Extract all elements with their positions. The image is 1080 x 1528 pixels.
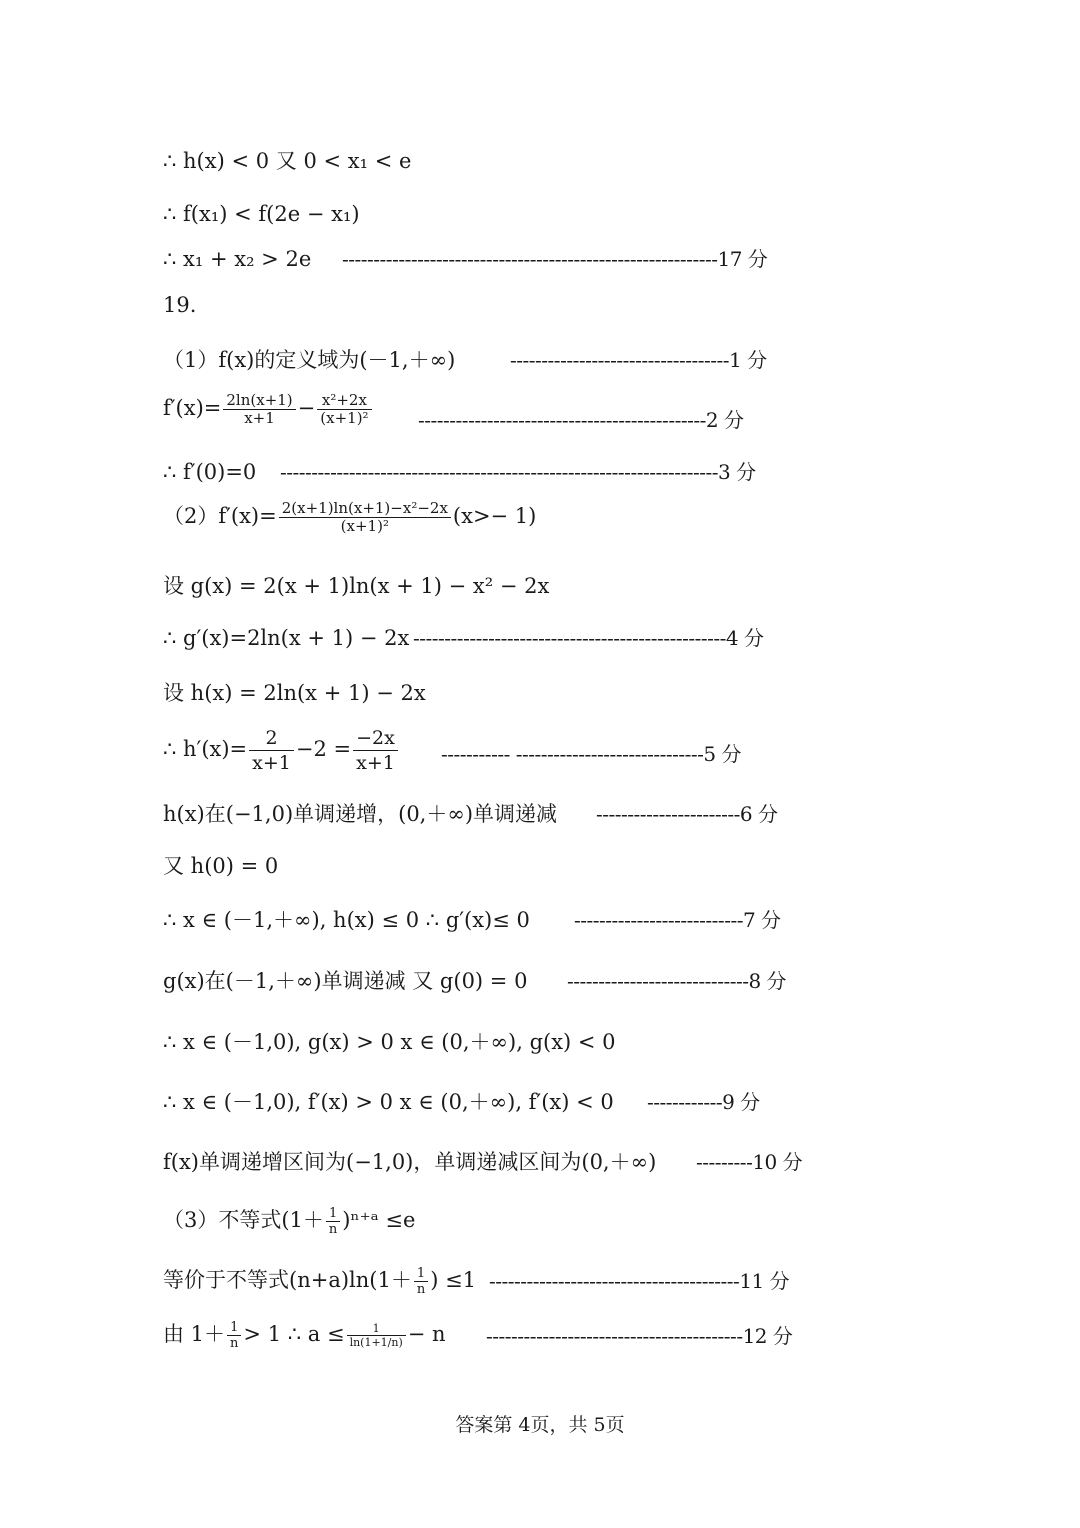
part2-fraction-num: 2(x+1)ln(x+1)−x²−2x — [279, 500, 451, 518]
equiv-prefix: 等价于不等式(n+a)ln(1＋ — [163, 1268, 412, 1292]
fraction-b-num: x²+2x — [317, 392, 371, 410]
part3-fraction-num: 1 — [326, 1206, 340, 1222]
score-1: -----------------------------------1 分 — [510, 348, 767, 372]
score-7: ---------------------------7 分 — [574, 908, 781, 932]
fraction-a — [223, 392, 295, 427]
h-fraction-a — [249, 726, 294, 775]
g-decreasing: g(x)在(－1,＋∞)单调递减 又 g(0) = 0 — [163, 969, 528, 993]
define-g: 设 g(x) = 2(x + 1)ln(x + 1) − x² − 2x — [163, 574, 550, 598]
h-fraction-a-den: x+1 — [252, 752, 291, 774]
h-monotonic: h(x)在(−1,0)单调递增，(0,＋∞)单调递减 — [163, 802, 558, 826]
equiv-fraction — [414, 1266, 428, 1297]
g-sign: ∴ x ∈ (－1,0), g(x) > 0 x ∈ (0,＋∞), g(x) < 0 — [163, 1030, 616, 1054]
h-nonpositive: ∴ x ∈ (－1,＋∞), h(x) ≤ 0 ∴ g′(x)≤ 0 — [163, 908, 530, 932]
score-8: -----------------------------8 分 — [567, 969, 787, 993]
bound-fraction-a — [227, 1320, 241, 1351]
part3-fraction-den: n — [328, 1222, 338, 1237]
score-10: ---------10 分 — [696, 1150, 803, 1174]
fraction-b-den: (x+1)² — [320, 409, 369, 427]
score-17: ------------------------------------------------------------17 分 — [342, 247, 768, 271]
equiv-fraction-num: 1 — [414, 1266, 428, 1282]
score-2: ----------------------------------------------2 分 — [418, 408, 744, 432]
derivative-formula — [163, 392, 374, 427]
fraction-a-num: 2ln(x+1) — [223, 392, 295, 410]
define-h: 设 h(x) = 2ln(x + 1) − 2x — [163, 681, 426, 705]
equivalent-inequality — [163, 1266, 476, 1297]
h-fraction-b — [353, 726, 398, 775]
part2-fraction-den: (x+1)² — [340, 517, 389, 535]
page-footer: 答案第 4页，共 5页 — [455, 1414, 625, 1436]
bound-fraction-b-num: 1 — [347, 1322, 406, 1336]
problem-number: 19. — [163, 293, 197, 317]
equiv-suffix: ) ≤1 — [430, 1268, 477, 1292]
fraction-a-den: x+1 — [244, 409, 275, 427]
h-fraction-a-num: 2 — [249, 726, 294, 751]
bound-fraction-a-num: 1 — [227, 1320, 241, 1336]
bound-prefix: 由 1＋ — [163, 1322, 226, 1346]
part2-suffix: (x>− 1) — [452, 504, 537, 528]
part3-inequality — [163, 1206, 415, 1237]
score-6: -----------------------6 分 — [596, 802, 778, 826]
f-prime-sign: ∴ x ∈ (－1,0), f′(x) > 0 x ∈ (0,＋∞), f′(x) < 0 — [163, 1090, 614, 1114]
h-prime — [163, 726, 400, 775]
part3-prefix: （3）不等式(1＋ — [163, 1208, 324, 1232]
derivative-op: − — [297, 396, 316, 420]
h-prime-prefix: ∴ h′(x)= — [163, 737, 248, 761]
score-5: ----------- ------------------------------5 分 — [441, 742, 742, 766]
part2-prefix: （2）f′(x)= — [163, 504, 277, 528]
score-12: -----------------------------------------12 分 — [486, 1324, 793, 1348]
f-intervals: f(x)单调递增区间为(−1,0)，单调递减区间为(0,＋∞) — [163, 1150, 657, 1174]
score-9: ------------9 分 — [647, 1090, 760, 1114]
part3-suffix: )ⁿ⁺ᵃ ≤e — [342, 1208, 416, 1232]
g-prime: ∴ g′(x)=2ln(x + 1) − 2x — [163, 626, 410, 650]
bound-suffix: − n — [407, 1322, 446, 1346]
part2-derivative — [163, 500, 536, 535]
part2-fraction — [279, 500, 451, 535]
fraction-b — [317, 392, 371, 427]
line-conclusion-17: ∴ x₁ + x₂ > 2e — [163, 247, 312, 271]
f-prime-zero: ∴ f′(0)=0 — [163, 460, 257, 484]
bound-fraction-b — [347, 1322, 406, 1349]
h-zero: 又 h(0) = 0 — [163, 854, 279, 878]
h-fraction-b-num: −2x — [353, 726, 398, 751]
h-prime-mid: −2 = — [295, 737, 352, 761]
bound-fraction-b-den: ln(1+1/n) — [349, 1336, 403, 1349]
bound-fraction-a-den: n — [230, 1336, 239, 1351]
line-h-negative: ∴ h(x) < 0 又 0 < x₁ < e — [163, 149, 412, 173]
h-fraction-b-den: x+1 — [356, 752, 395, 774]
line-f-inequality: ∴ f(x₁) < f(2e − x₁) — [163, 202, 360, 226]
score-3: ----------------------------------------------------------------------3 分 — [280, 460, 756, 484]
bound-mid: > 1 ∴ a ≤ — [243, 1322, 345, 1346]
derivative-prefix: f′(x)= — [163, 396, 222, 420]
equiv-fraction-den: n — [416, 1282, 426, 1297]
part1-domain: （1）f(x)的定义域为(－1,＋∞) — [163, 348, 456, 372]
score-4: --------------------------------------------------4 分 — [413, 626, 764, 650]
part3-fraction — [326, 1206, 340, 1237]
a-bound — [163, 1320, 446, 1351]
score-11: ----------------------------------------11 分 — [489, 1269, 790, 1293]
